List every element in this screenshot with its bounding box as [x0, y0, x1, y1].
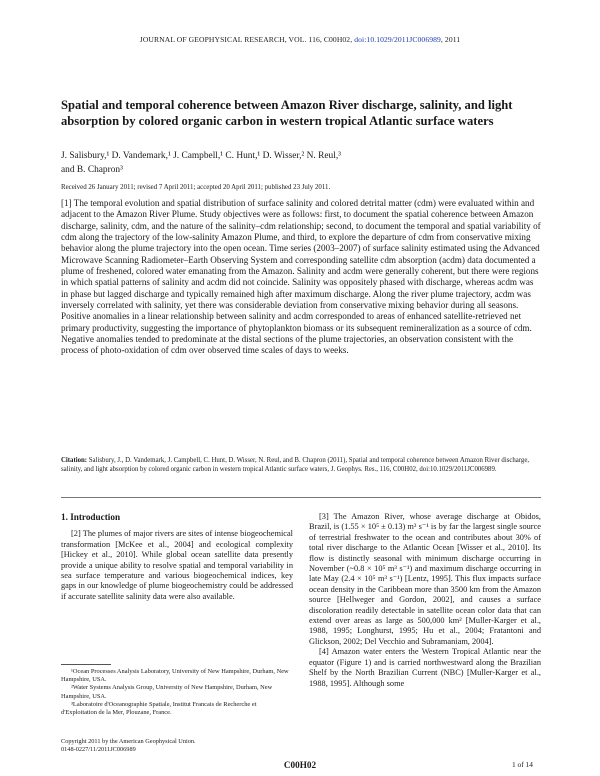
article-id: C00H02 — [283, 760, 317, 770]
paragraph-2: [2] The plumes of major rivers are sites of intense biogeochemical transformation [McKee et al., 2004] and ecological complexity [Hickey et al., 2010]. While global ocean satellite data presently provide a unique ability to resolve spatial and temporal variability in sea surface temperature and various biogeochemical indices, key gaps in our knowledge of plume biogeochemistry could be addressed if accurate satellite salinity data were also available. — [61, 529, 293, 601]
author-list — [61, 150, 541, 177]
copyright-notice — [61, 738, 293, 754]
article-title: Spatial and temporal coherence between Amazon River discharge, salinity, and light absorption by colored organic carbon in western tropical Atlantic surface waters — [61, 98, 513, 128]
abstract: [1] The temporal evolution and spatial distribution of surface salinity and colored detrital matter (cdm) were evaluated within and adjacent to the Amazon River Plume. Study objectives were as follows: first, to document the spatial coherence between Amazon discharge, salinity, cdm, and the nature of the salinity–cdm relationship; second, to document the temporal and spatial variability of cdm along the trajectory of the low-salinity Amazon Plume, and third, to explore the departure of cdm from conservative mixing behavior along the plume trajectory into the open ocean. Time series (2003–2007) of surface salinity estimated using the Advanced Microwave Scanning Radiometer–Earth Observing System and corresponding satellite cdm absorption (acdm) data documented a plume of freshened, colored water emanating from the Amazon. Salinity and acdm were generally coherent, but there were regions in which spatial patterns of salinity and acdm did not coincide. Salinity was oppositely phased with discharge, whereas acdm was in phase but lagged discharge and typically remained high after maximum discharge. Along the river plume trajectory, acdm was inversely correlated with salinity, yet there was considerable deviation from conservative mixing behavior during all seasons. Positive anomalies in a linear relationship between salinity and acdm corresponded to areas of enhanced satellite-retrieved net primary productivity, suggesting the importance of phytoplankton biomass or its subsequent remineralization as a source of cdm. Negative anomalies tended to predominate at the distal sections of the plume trajectories, an observation consistent with the process of photo-oxidation of cdm over observed time scales of days to weeks. — [61, 198, 541, 356]
author-line-1: J. Salisbury,¹ D. Vandemark,¹ J. Campbell,¹ C. Hunt,¹ D. Wisser,² N. Reul,³ — [61, 151, 341, 161]
copyright-line: Copyright 2011 by the American Geophysical Union. — [61, 738, 196, 745]
citation-label: Citation: — [61, 457, 88, 464]
left-column — [61, 512, 293, 602]
issn-line: 0148-0227/11/2011JC006989 — [61, 746, 136, 753]
citation — [61, 456, 543, 474]
footnote-3: ³Laboratoire d'Oceanographie Spatiale, Institut Francais de Recherche et d'Exploitation de la Mer, Plouzane, France. — [61, 700, 257, 717]
doi-link[interactable]: doi:10.1029/2011JC006989 — [354, 35, 441, 44]
section-divider — [61, 497, 541, 498]
footnote-1: ¹Ocean Processes Analysis Laboratory, University of New Hampshire, Durham, New Hampshire, USA. — [61, 668, 289, 684]
journal-name: JOURNAL OF GEOPHYSICAL RESEARCH, VOL. 116, C00H02, — [139, 35, 353, 44]
introduction-heading: 1. Introduction — [61, 512, 121, 522]
paragraph-4: [4] Amazon water enters the Western Tropical Atlantic near the equator (Figure 1) and is carried northwestward along the Brazilian Shelf by the North Brazilian Current (NBC) [Muller-Karger et al., 1988, 1995]. Although some — [309, 647, 541, 688]
paragraph-3: [3] The Amazon River, whose average discharge at Obidos, Brazil, is (1.55 × 10⁵ ± 0.13) m³ s⁻¹ is by far the largest single source of terrestrial freshwater to the ocean and contributes about 30% of total river discharge to the Atlantic Ocean [Wisser et al., 2010]. Its flow is distinctly seasonal with minimum discharge occurring in November (~0.8 × 10⁵ m³ s⁻¹) and maximum discharge occurring in late May (2.4 × 10⁵ m³ s⁻¹) [Lentz, 1995]. This flux impacts surface ocean density in the Caribbean more than 3500 km from the Amazon source [Hellweger and Gordon, 2002], and causes a surface discoloration readily detectable in satellite ocean color data that can extend over areas as large as 500,000 km² [Muller-Karger et al., 1988, 1995; Longhurst, 1995; Hu et al., 2004; Fratantoni and Glickson, 2002; Del Vecchio and Subramaniam, 2004]. — [309, 512, 541, 646]
received-dates: Received 26 January 2011; revised 7 April 2011; accepted 20 April 2011; published 23 July 2011. — [61, 184, 331, 191]
header-year: , 2011 — [440, 35, 461, 44]
page-number: 1 of 14 — [512, 760, 533, 769]
footnotes — [61, 668, 293, 717]
right-column — [309, 512, 541, 689]
author-line-2: and B. Chapron³ — [61, 164, 123, 175]
citation-text: Salisbury, J., D. Vandemark, J. Campbell, C. Hunt, D. Wisser, N. Reul, and B. Chapron (2011), Spatial and temporal coherence between Amazon River discharge, salinity, and light absorption by colored organic carbon in western tropical Atlantic surface waters, J. Geophys. Res., 116, C00H02, doi:10.1029/2011JC006989. — [61, 457, 530, 474]
running-header — [0, 35, 600, 44]
footnote-2: ²Water Systems Analysis Group, University of New Hampshire, Durham, New Hampshire, USA. — [61, 684, 273, 700]
footnote-divider — [61, 664, 111, 665]
